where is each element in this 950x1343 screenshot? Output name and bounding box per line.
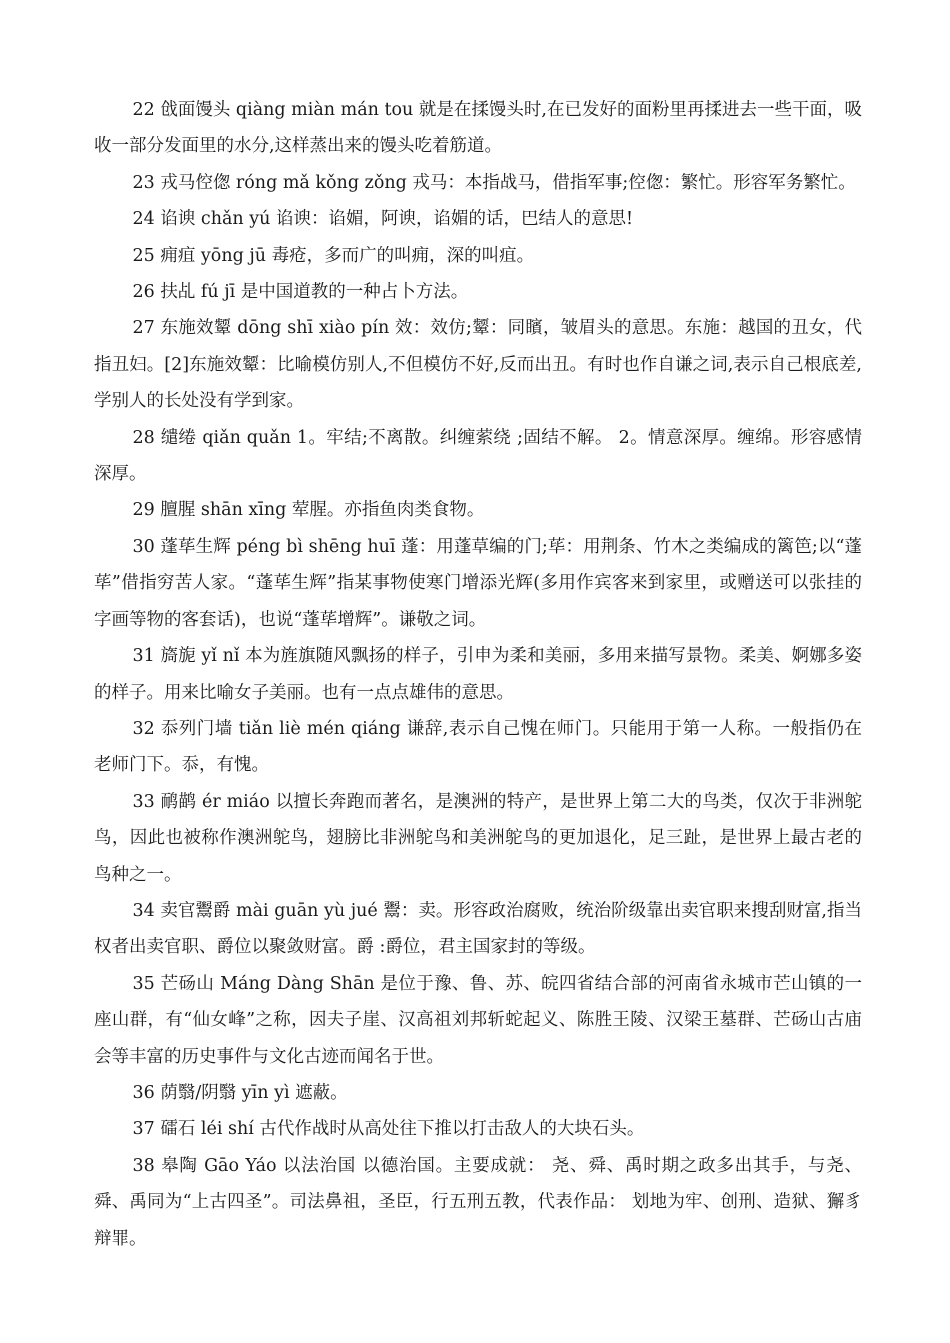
vocab-entry-36: 36 荫翳/阴翳 yīn yì 遮蔽。	[132, 1082, 348, 1103]
vocab-entry-29: 29 膻腥 shān xīng 荤腥。亦指鱼肉类食物。	[132, 500, 485, 521]
vocab-entry-30: 30 蓬荜生辉 péng bì shēng huī 蓬：用蓬草编的门;荜：用荆条、竹木之类编成的篱笆;以“蓬荜”借指穷苦人家。“蓬荜生辉”指某事物使寒门增添光辉(多用作宾客来到家里，或赠送可以张挂的字画等物的客套话)，也说“蓬荜增辉”。谦敬之词。	[94, 536, 862, 630]
vocab-entry-35: 35 芒砀山 Máng Dàng Shān 是位于豫、鲁、苏、皖四省结合部的河南省永城市芒山镇的一座山群，有“仙女峰”之称，因夫子崖、汉高祖刘邦斩蛇起义、陈胜王陵、汉梁王墓群、芒砀山古庙会等丰富的历史事件与文化古迹而闻名于世。	[94, 973, 862, 1067]
vocab-entry-24: 24 谄谀 chǎn yú 谄谀：谄媚，阿谀，谄媚的话，巴结人的意思!	[132, 209, 633, 230]
vocab-entry-23: 23 戎马倥偬 róng mǎ kǒng zǒng 戎马：本指战马，借指军事;倥偬：繁忙。形容军务繁忙。	[132, 172, 856, 193]
vocab-entry-32: 32 忝列门墙 tiǎn liè mén qiáng 谦辞,表示自己愧在师门。只能用于第一人称。一般指仍在老师门下。忝，有愧。	[94, 718, 862, 776]
vocab-entry-33: 33 鸸鹋 ér miáo 以擅长奔跑而著名，是澳洲的特产，是世界上第二大的鸟类，仅次于非洲鸵鸟，因此也被称作澳洲鸵鸟，翅膀比非洲鸵鸟和美洲鸵鸟的更加退化，足三趾，是世界上最古老的鸟种之一。	[94, 791, 862, 885]
vocab-entry-28: 28 缱绻 qiǎn quǎn 1。牢结;不离散。纠缠萦绕 ;固结不解。 2。情意深厚。缠绵。形容感情深厚。	[94, 427, 862, 485]
vocab-entry-27: 27 东施效颦 dōng shī xiào pín 效：效仿;颦：同矉，皱眉头的意思。东施：越国的丑女，代指丑妇。[2]东施效颦：比喻模仿别人,不但模仿不好,反而出丑。有时也作自谦之词,表示自己根底差,学别人的长处没有学到家。	[94, 318, 862, 412]
document-body	[94, 92, 862, 1257]
vocab-entry-25: 25 痈疽 yōng jū 毒疮，多而广的叫痈，深的叫疽。	[132, 245, 535, 266]
vocab-entry-26: 26 扶乩 fú jī 是中国道教的一种占卜方法。	[132, 282, 469, 303]
vocab-entry-22: 22 戗面馒头 qiàng miàn mán tou 就是在揉馒头时,在已发好的面粉里再揉进去一些干面，吸收一部分发面里的水分,这样蒸出来的馒头吃着筋道。	[94, 100, 862, 157]
vocab-entry-34: 34 卖官鬻爵 mài guān yù jué 鬻：卖。形容政治腐败，统治阶级靠出卖官职来搜刮财富,指当权者出卖官职、爵位以聚敛财富。爵 :爵位，君主国家封的等级。	[94, 900, 862, 958]
vocab-entry-31: 31 旖旎 yǐ nǐ 本为旌旗随风飘扬的样子，引申为柔和美丽，多用来描写景物。柔美、婀娜多姿的样子。用来比喻女子美丽。也有一点点雄伟的意思。	[94, 646, 862, 703]
vocab-entry-37: 37 礌石 léi shí 古代作战时从高处往下推以打击敌人的大块石头。	[132, 1119, 645, 1140]
vocab-entry-38: 38 皋陶 Gāo Yáo 以法治国 以德治国。主要成就： 尧、舜、禹时期之政多出其手，与尧、舜、禹同为“上古四圣”。司法鼻祖，圣臣，行五刑五教，代表作品： 划地为牢、创刑、造狱、獬豸辩罪。	[94, 1155, 862, 1249]
